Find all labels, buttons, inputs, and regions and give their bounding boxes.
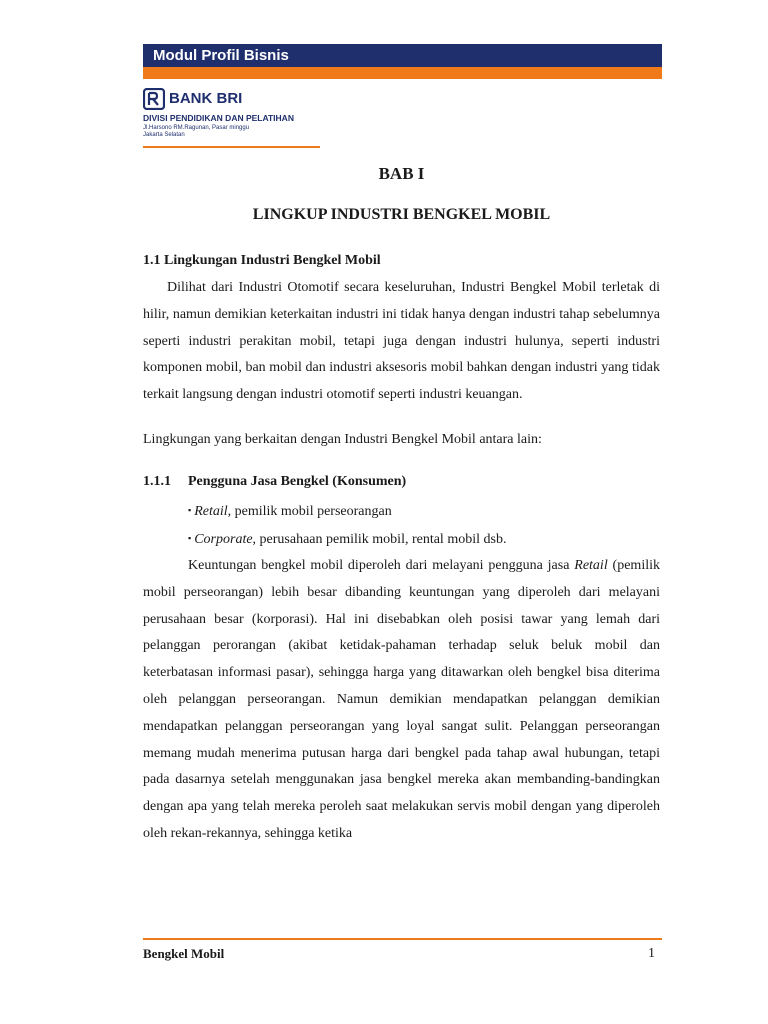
chapter-title: LINGKUP INDUSTRI BENGKEL MOBIL [252, 206, 551, 223]
module-header-bar [143, 44, 662, 67]
chapter-label: BAB I [378, 164, 425, 183]
module-title: Modul Profil Bisnis [153, 47, 289, 64]
subsection-heading [143, 471, 660, 493]
subsection-paragraph [143, 553, 660, 848]
list-item [188, 525, 660, 553]
square-bullet-icon: ▪ [188, 532, 192, 543]
subsection-number: 1.1.1 [143, 473, 171, 489]
address-line-2: Jakarta Selatan [143, 132, 185, 138]
header-accent-stripe [143, 67, 662, 79]
section-paragraph: Dilihat dari Industri Otomotif secara keseluruhan, Industri Bengkel Mobil terletak di hilir, namun demikian keterkaitan industri ini tidak hanya dengan industri tahap sebelumnya seperti industri perakitan mobil, tetapi juga dengan industri hulunya, seperti industri komponen mobil, ban mobil dan industri aksesoris mobil bahkan dengan industri yang tidak terkait langsung dengan industri otomotif seperti industri keuangan. [143, 280, 660, 403]
bullet-text: , pemilik mobil perseorangan [227, 503, 392, 519]
section-heading: 1.1 Lingkungan Industri Bengkel Mobil [143, 253, 381, 268]
list-item [188, 497, 660, 525]
address-line-1: Jl.Harsono RM.Ragunan, Pasar minggu [143, 125, 250, 131]
bank-logo-block [143, 88, 323, 148]
list-intro: Lingkungan yang berkaitan dengan Industri Bengkel Mobil antara lain: [143, 431, 542, 447]
division-name: DIVISI PENDIDIKAN DAN PELATIHAN [143, 113, 294, 123]
bullet-text: , perusahaan pemilik mobil, rental mobil dsb. [252, 531, 507, 547]
paragraph-part-1: Keuntungan bengkel mobil diperoleh dari melayani pengguna jasa [188, 557, 575, 573]
address [143, 125, 283, 139]
footer-title: Bengkel Mobil [143, 946, 225, 961]
consumer-type-list [188, 497, 660, 553]
footer-rule [143, 938, 662, 940]
paragraph-term: Retail [574, 557, 608, 573]
logo-underline [143, 146, 320, 148]
page-number: 1 [648, 946, 655, 961]
bri-logo-icon [143, 88, 165, 110]
subsection-title: Pengguna Jasa Bengkel (Konsumen) [188, 473, 407, 489]
paragraph-part-2: (pemilik mobil perseorangan) lebih besar dibanding keuntungan yang diperoleh dari melayani perusahaan besar (korporasi). Hal ini disebabkan oleh posisi tawar yang lemah dari pelanggan perorangan (akibat ketidak-pahaman terhadap seluk beluk mobil dan keterbatasan informasi pasar), sehingga harga yang ditawarkan oleh bengkel bisa diterima oleh pelanggan perseorangan. Namun demikian mendapatkan pelanggan demikian mendapatkan pelanggan perseorangan yang loyal sangat sulit. Pelanggan perseorangan memang mudah menerima putusan harga dari bengkel pada tahap awal hubungan, tetapi pada dasarnya setelah menggunakan jasa bengkel mereka akan membanding-bandingkan dengan apa yang telah mereka peroleh saat melakukan servis mobil dengan yang diperoleh oleh rekan-rekannya, sehingga ketika [143, 557, 660, 841]
document-body [143, 162, 660, 848]
square-bullet-icon: ▪ [188, 504, 192, 515]
bullet-term: Corporate [194, 531, 253, 547]
bank-name: BANK BRI [169, 90, 243, 107]
bullet-term: Retail [194, 503, 228, 519]
